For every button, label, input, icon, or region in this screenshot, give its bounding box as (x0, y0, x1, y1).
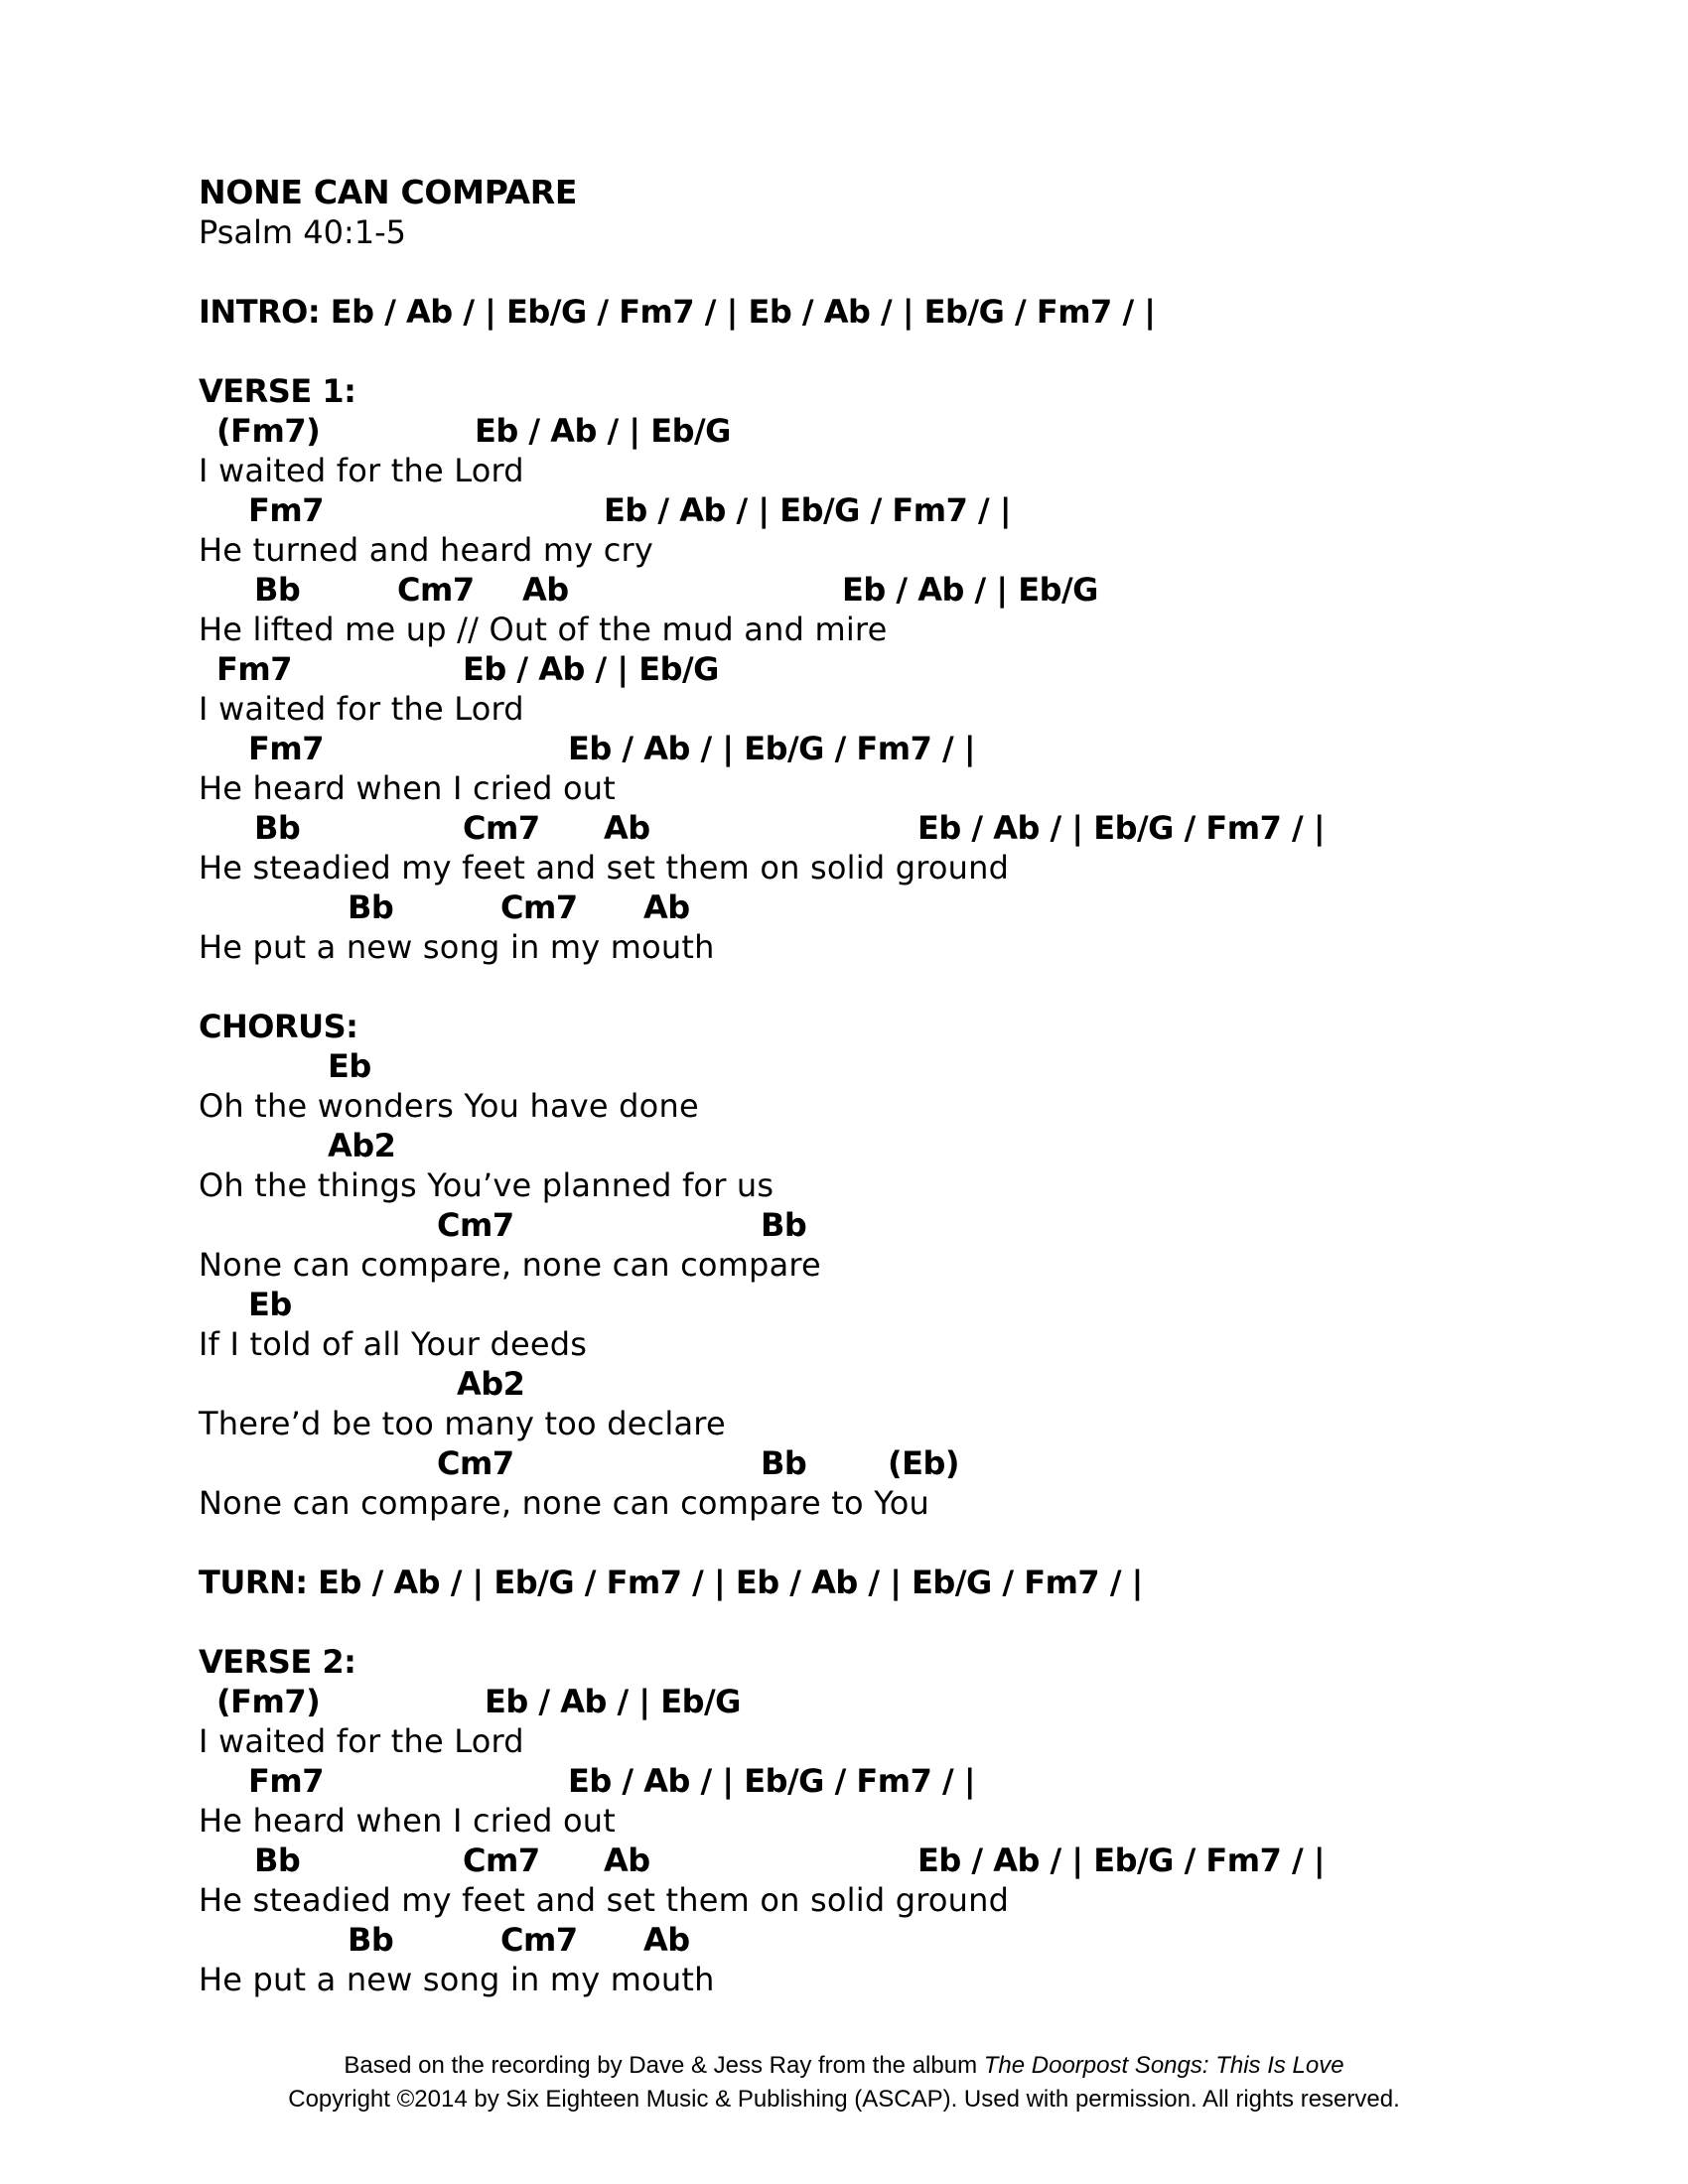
chord: Bb (254, 1842, 301, 1879)
chord: Fm7 (248, 730, 324, 767)
chord: Eb / Ab / | Eb/G (475, 412, 731, 450)
chord-line (199, 1920, 1648, 1960)
chord: Eb (328, 1047, 371, 1085)
chord-line (199, 490, 1648, 530)
verse-2-label: VERSE 2: (199, 1643, 356, 1681)
lyric-line: He steadied my feet and set them on solid ground (199, 849, 1010, 887)
lyric-line: He lifted me up // Out of the mud and mire (199, 611, 888, 648)
chord-line (199, 1364, 1648, 1404)
scripture-reference: Psalm 40:1-5 (199, 213, 407, 251)
chord-line (199, 1761, 1648, 1801)
chord-line (199, 1682, 1648, 1721)
lyric-line: He heard when I cried out (199, 1802, 616, 1840)
chord-line (199, 411, 1648, 451)
lyric-line: I waited for the Lord (199, 1722, 524, 1760)
chord: Fm7 (248, 491, 324, 529)
chord-line (199, 1205, 1648, 1245)
lyric-line: He put a new song in my mouth (199, 928, 715, 966)
chord: Ab2 (328, 1127, 396, 1164)
lyric-line: I waited for the Lord (199, 452, 524, 489)
lyric-line: Oh the things You’ve planned for us (199, 1166, 774, 1204)
chord-line (199, 570, 1648, 610)
chord: Cm7 (463, 809, 540, 847)
lyric-line: None can compare, none can compare (199, 1246, 821, 1284)
lyric-line: Oh the wonders You have done (199, 1087, 699, 1125)
lyric-line: He heard when I cried out (199, 769, 616, 807)
chord: Eb / Ab / | Eb/G (463, 650, 719, 688)
chord: Eb / Ab / | Eb/G / Fm7 / | (604, 491, 1012, 529)
chord: Cm7 (397, 571, 475, 609)
copyright-notice: Copyright ©2014 by Six Eighteen Music & Publishing (ASCAP). Used with permission. All rights reserved. (288, 2086, 1400, 2113)
album-title: The Doorpost Songs: This Is Love (983, 2052, 1344, 2079)
lyric-line: I waited for the Lord (199, 690, 524, 728)
chord: Ab (604, 809, 650, 847)
chord-line (199, 649, 1648, 689)
chord: Cm7 (500, 888, 578, 926)
chord: Bb (254, 571, 301, 609)
chord: Cm7 (437, 1206, 514, 1244)
chord: Bb (348, 1921, 394, 1959)
chord: Fm7 (216, 650, 292, 688)
lyric-line: If I told of all Your deeds (199, 1325, 588, 1363)
chord: Ab (522, 571, 569, 609)
lyric-line: He turned and heard my cry (199, 531, 653, 569)
chord: Ab (643, 1921, 690, 1959)
chord-line (199, 1285, 1648, 1324)
turn-progression: TURN: Eb / Ab / | Eb/G / Fm7 / | Eb / Ab / | Eb/G / Fm7 / | (199, 1564, 1143, 1601)
chorus-label: CHORUS: (199, 1008, 358, 1045)
recording-credit-text: Based on the recording by Dave & Jess Ray from the album (344, 2052, 984, 2079)
chord-line (199, 729, 1648, 768)
chord-line (199, 808, 1648, 848)
song-title: NONE CAN COMPARE (199, 173, 578, 211)
chord: Cm7 (500, 1921, 578, 1959)
lyric-line: There’d be too many too declare (199, 1405, 726, 1442)
chord: Bb (348, 888, 394, 926)
verse-1-label: VERSE 1: (199, 372, 356, 410)
chord-line (199, 1841, 1648, 1880)
copyright-footer (0, 2049, 1688, 2116)
chord: Fm7 (248, 1762, 324, 1800)
chord: Ab (643, 888, 690, 926)
chord: Eb / Ab / | Eb/G / Fm7 / | (917, 1842, 1326, 1879)
chord: (Fm7) (216, 412, 321, 450)
chord-line (199, 1126, 1648, 1165)
chord: Eb / Ab / | Eb/G / Fm7 / | (917, 809, 1326, 847)
chord: Cm7 (437, 1444, 514, 1482)
chord: Bb (761, 1206, 807, 1244)
chord: Eb / Ab / | Eb/G / Fm7 / | (568, 730, 976, 767)
chord-line (199, 1443, 1648, 1483)
lyric-line: None can compare, none can compare to You (199, 1484, 929, 1522)
chord-line (199, 887, 1648, 927)
chord: (Fm7) (216, 1683, 321, 1720)
chord: Cm7 (463, 1842, 540, 1879)
chord: Bb (254, 809, 301, 847)
chord: Ab2 (457, 1365, 525, 1403)
chord: Eb / Ab / | Eb/G (485, 1683, 741, 1720)
chord: Bb (761, 1444, 807, 1482)
chord: (Eb) (888, 1444, 960, 1482)
chord-sheet (199, 173, 1648, 1999)
recording-credit (0, 2049, 1688, 2083)
chord-line (199, 1046, 1648, 1086)
lyric-line: He put a new song in my mouth (199, 1961, 715, 1998)
lyric-line: He steadied my feet and set them on solid ground (199, 1881, 1010, 1919)
chord: Eb (248, 1286, 292, 1323)
chord: Ab (604, 1842, 650, 1879)
intro-progression: INTRO: Eb / Ab / | Eb/G / Fm7 / | Eb / Ab / | Eb/G / Fm7 / | (199, 293, 1156, 331)
chord: Eb / Ab / | Eb/G / Fm7 / | (568, 1762, 976, 1800)
chord: Eb / Ab / | Eb/G (842, 571, 1098, 609)
